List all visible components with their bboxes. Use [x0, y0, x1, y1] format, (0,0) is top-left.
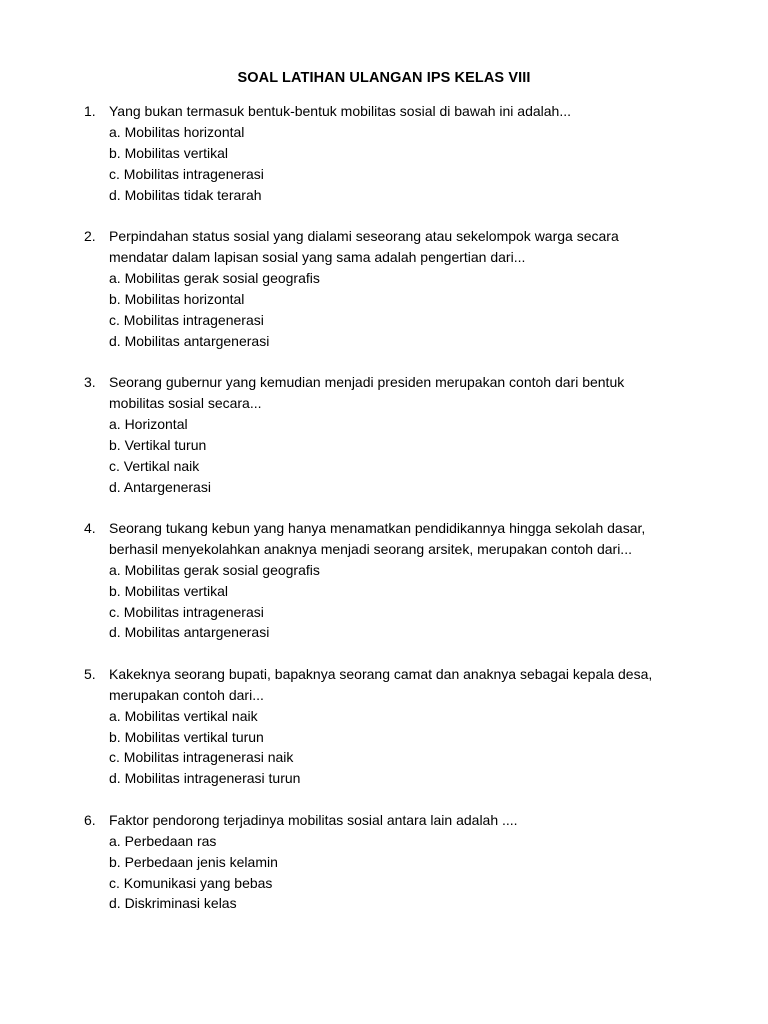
- option-d: d. Antargenerasi: [109, 478, 211, 495]
- option-d: d. Mobilitas tidak terarah: [109, 186, 262, 203]
- option-c: c. Vertikal naik: [109, 457, 200, 474]
- question-body: [109, 810, 704, 915]
- question-text-line: merupakan contoh dari...: [109, 686, 264, 703]
- question-text-line: Yang bukan termasuk bentuk-bentuk mobilitas sosial di bawah ini adalah...: [109, 103, 572, 119]
- question-text-line: Perpindahan status sosial yang dialami seseorang atau sekelompok warga secara: [109, 228, 619, 245]
- option-c: c. Mobilitas intragenerasi: [109, 165, 264, 182]
- option-a: a. Mobilitas horizontal: [109, 123, 245, 140]
- question-number: 5.: [84, 665, 96, 682]
- option-d: d. Diskriminasi kelas: [109, 895, 237, 912]
- question-4: [84, 518, 704, 643]
- question-number: 6.: [84, 811, 96, 828]
- question-body: [109, 101, 704, 206]
- question-text-line: Faktor pendorong terjadinya mobilitas sosial antara lain adalah ....: [109, 811, 518, 828]
- question-text-line: Kakeknya seorang bupati, bapaknya seorang camat dan anaknya sebagai kepala desa,: [109, 665, 653, 682]
- option-d: d. Mobilitas antargenerasi: [109, 624, 270, 641]
- question-body: [109, 664, 704, 789]
- option-c: c. Komunikasi yang bebas: [109, 874, 273, 891]
- question-text-line: mobilitas sosial secara...: [109, 394, 262, 411]
- option-a: a. Horizontal: [109, 415, 188, 432]
- question-text-line: berhasil menyekolahkan anaknya menjadi seorang arsitek, merupakan contoh dari...: [109, 540, 632, 557]
- option-a: a. Mobilitas gerak sosial geografis: [109, 269, 320, 286]
- option-b: b. Perbedaan jenis kelamin: [109, 853, 278, 870]
- question-1: [84, 101, 704, 206]
- question-3: [84, 372, 704, 497]
- option-c: c. Mobilitas intragenerasi naik: [109, 749, 294, 766]
- option-b: b. Mobilitas horizontal: [109, 290, 245, 307]
- option-b: b. Vertikal turun: [109, 436, 207, 453]
- question-5: [84, 664, 704, 789]
- option-a: a. Mobilitas gerak sosial geografis: [109, 561, 320, 578]
- question-number: 1.: [84, 103, 96, 119]
- option-c: c. Mobilitas intragenerasi: [109, 311, 264, 328]
- document-title: SOAL LATIHAN ULANGAN IPS KELAS VIII: [237, 70, 531, 86]
- question-text-line: Seorang gubernur yang kemudian menjadi presiden merupakan contoh dari bentuk: [109, 373, 625, 390]
- question-text-line: Seorang tukang kebun yang hanya menamatkan pendidikannya hingga sekolah dasar,: [109, 519, 646, 536]
- question-list: [84, 101, 704, 935]
- question-text-line: mendatar dalam lapisan sosial yang sama adalah pengertian dari...: [109, 248, 526, 265]
- question-number: 2.: [84, 228, 96, 245]
- option-b: b. Mobilitas vertikal: [109, 144, 229, 161]
- question-number: 3.: [84, 373, 96, 390]
- option-a: a. Perbedaan ras: [109, 832, 217, 849]
- question-body: [109, 226, 704, 351]
- question-body: [109, 518, 704, 643]
- question-number: 4.: [84, 519, 96, 536]
- option-d: d. Mobilitas antargenerasi: [109, 332, 270, 349]
- option-b: b. Mobilitas vertikal: [109, 582, 229, 599]
- question-2: [84, 226, 704, 351]
- option-c: c. Mobilitas intragenerasi: [109, 603, 264, 620]
- option-a: a. Mobilitas vertikal naik: [109, 707, 258, 724]
- option-b: b. Mobilitas vertikal turun: [109, 728, 264, 745]
- option-d: d. Mobilitas intragenerasi turun: [109, 770, 301, 787]
- question-body: [109, 372, 704, 497]
- question-6: [84, 810, 704, 915]
